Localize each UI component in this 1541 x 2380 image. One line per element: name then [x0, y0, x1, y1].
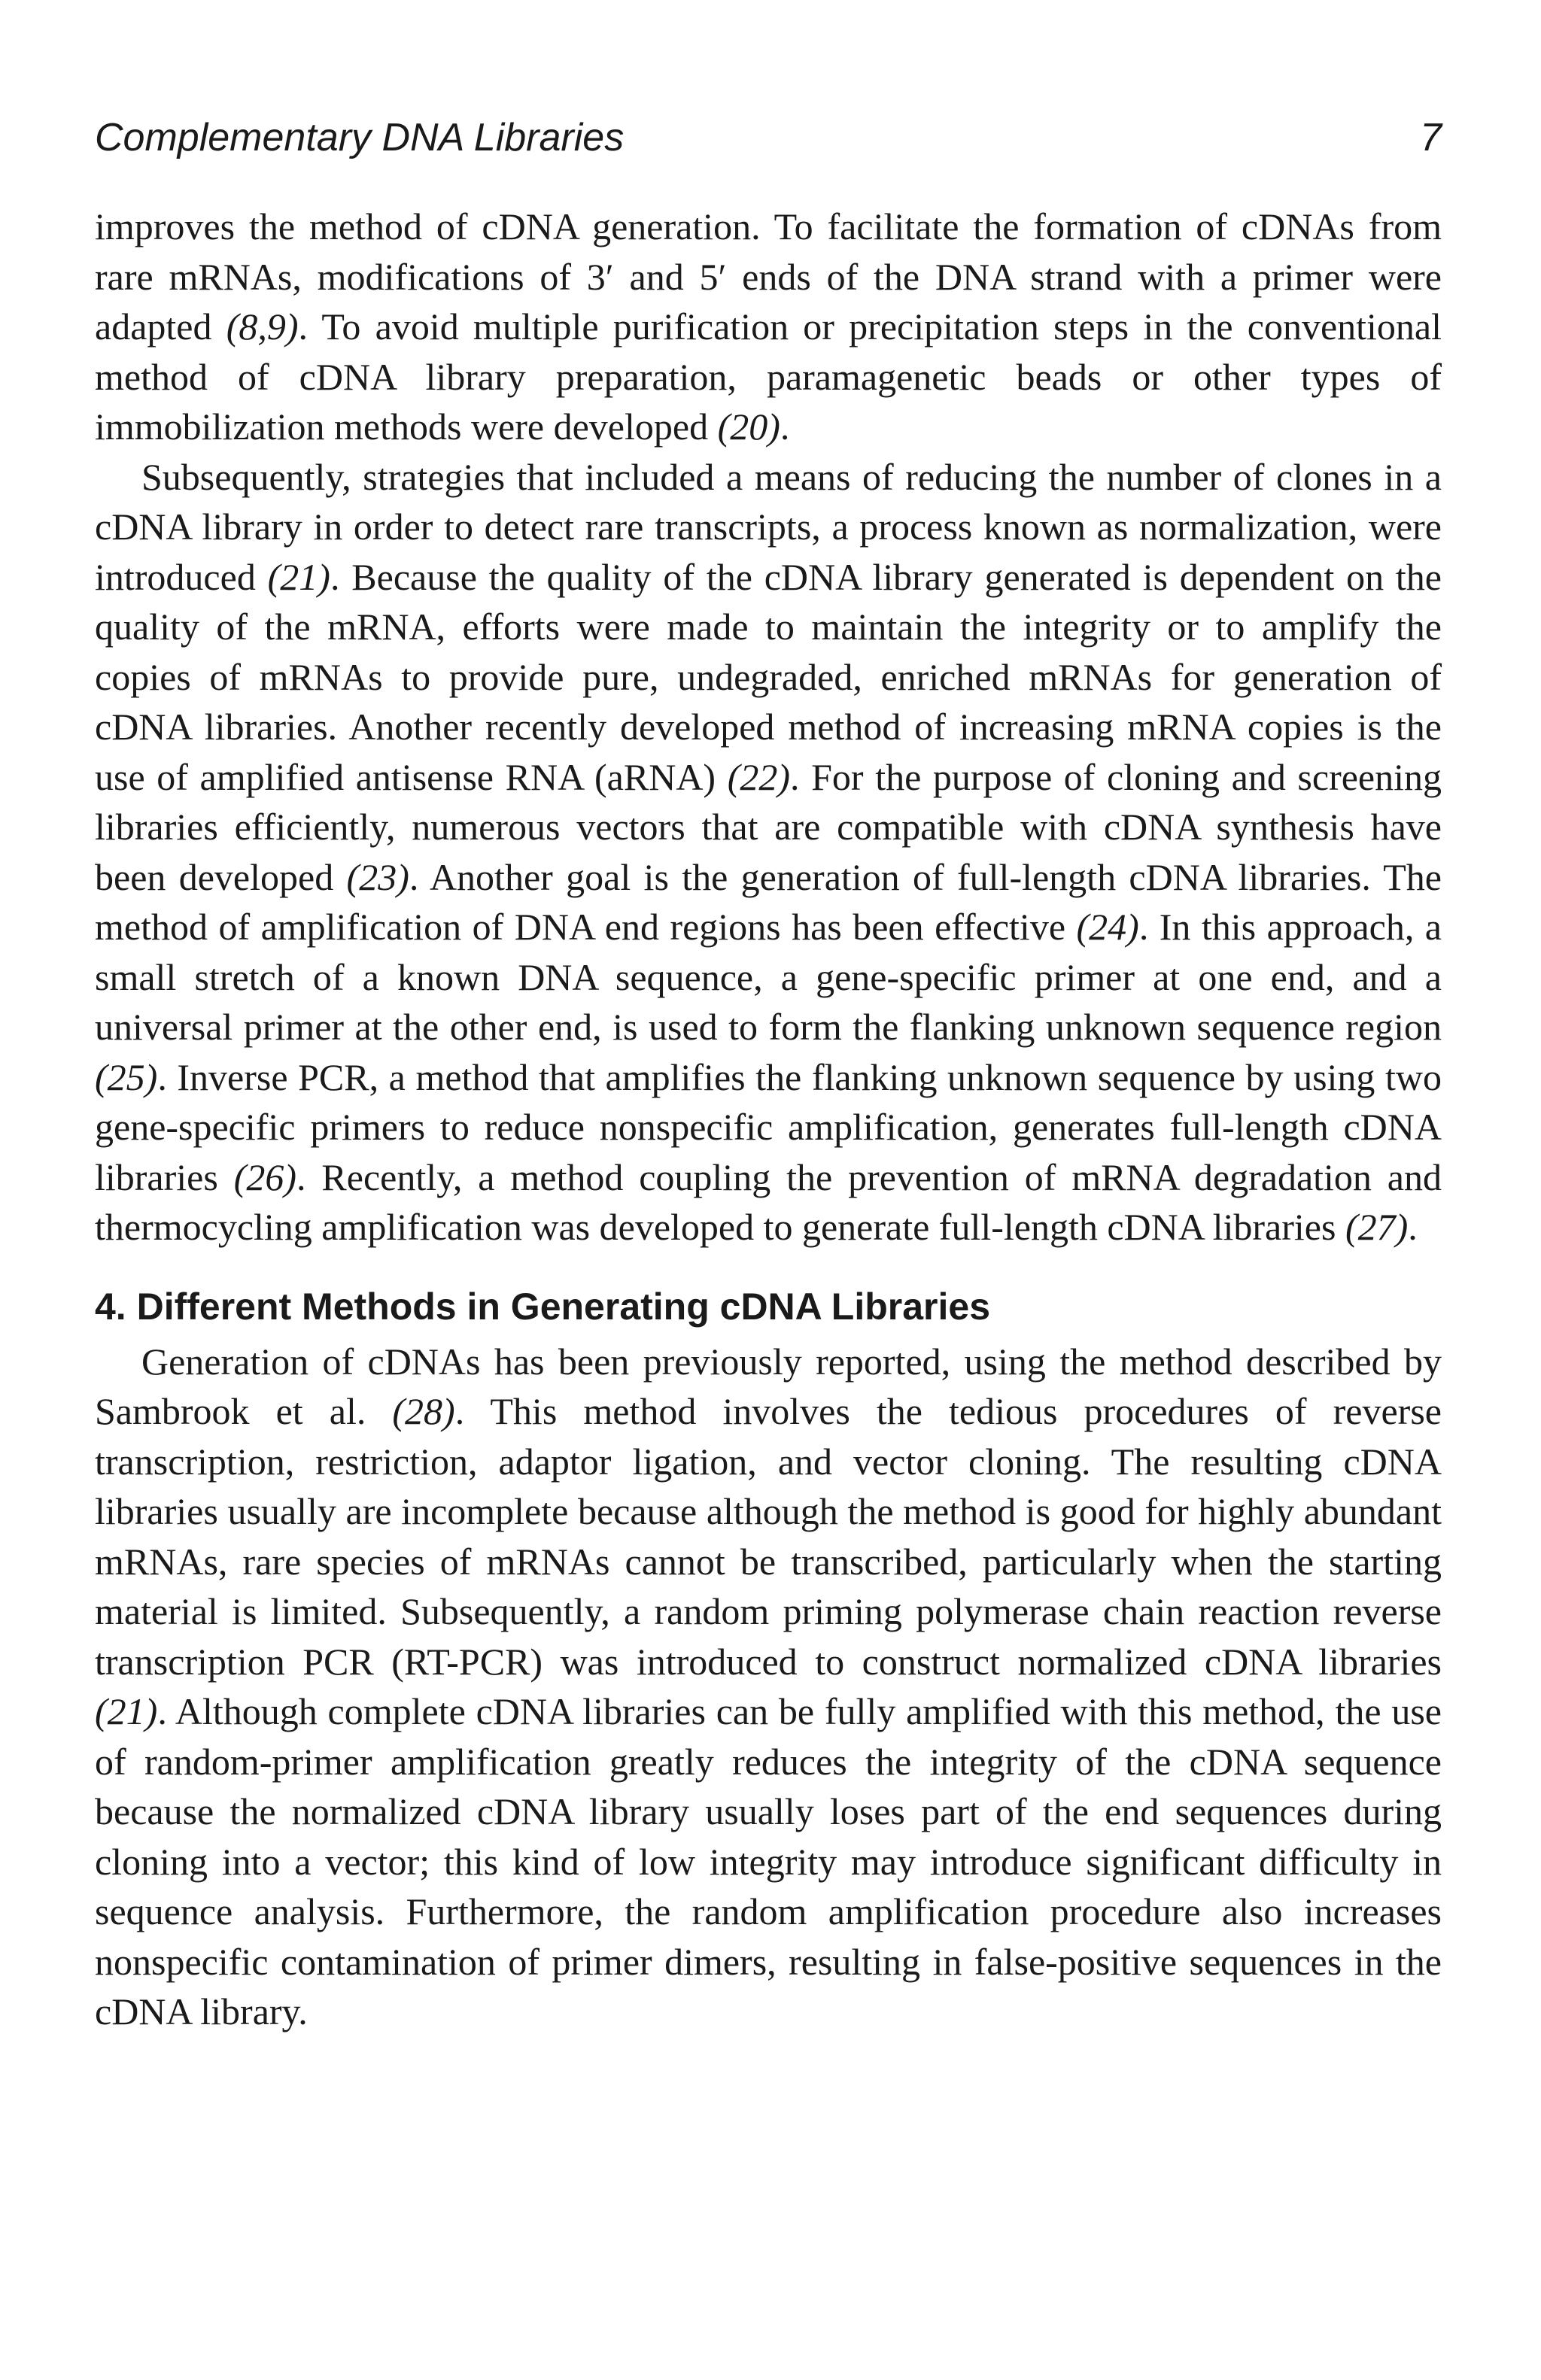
citation: (21) — [95, 1690, 158, 1732]
citation: (23) — [346, 855, 409, 898]
text-span: . To avoid multiple purification or precipitation steps in the conventional method of cDNA library preparation, paramagenetic beads or other types of immobilization methods were developed — [95, 305, 1442, 448]
text-span: . Although complete cDNA libraries can be fully amplified with this method, the use of random-primer amplification greatly reduces the integrity of the cDNA sequence because the normalized cDNA library usually loses part of the end sequences during cloning into a vector; this kind of low integrity may introduce significant difficulty in sequence analysis. Furthermore, the random amplification procedure also increases nonspecific contamination of primer dimers, resulting in false-positive sequences in the cDNA library. — [95, 1690, 1442, 2032]
citation: (20) — [717, 405, 780, 448]
text-span: . Because the quality of the cDNA library generated is dependent on the quality of the mRNA, efforts were made to maintain the integrity or to amplify the copies of mRNAs to provide pure, undegraded, enriched mRNAs for generation of cDNA libraries. Another recently developed method of increasing mRNA copies is the use of amplified antisense RNA (aRNA) — [95, 555, 1442, 798]
citation: (24) — [1076, 906, 1139, 948]
citation: (28) — [392, 1390, 455, 1432]
text-span: . Another goal is the generation of full-length cDNA libraries. The method of amplification of DNA end regions has been effective — [95, 855, 1442, 948]
text-span: Subsequently, strategies that included a means of reducing the number of clones in a cDNA library in order to detect rare transcripts, a process known as normalization, were introduced — [95, 455, 1442, 598]
text-span: improves the method of cDNA generation. To facilitate the formation of cDNAs from rare mRNAs, modifications of 3′ and 5′ ends of the DNA strand with a primer were adapted — [95, 205, 1442, 348]
running-title: Complementary DNA Libraries — [95, 116, 625, 159]
citation: (25) — [95, 1055, 158, 1098]
section-heading: 4. Different Methods in Generating cDNA Libraries — [95, 1285, 991, 1328]
paragraph-subsequently — [95, 452, 1442, 1252]
text-span: Generation of cDNAs has been previously reported, using the method described by Sambrook et al. — [95, 1340, 1442, 1432]
running-head — [95, 111, 1442, 164]
text-span: . — [780, 405, 790, 448]
citation: (26) — [233, 1155, 297, 1198]
text-span: . This method involves the tedious procedures of reverse transcription, restriction, adaptor ligation, and vector cloning. The resulting cDNA libraries usually are incomplete because although the method is good for highly abundant mRNAs, rare species of mRNAs cannot be transcribed, particularly when the starting material is limited. Subsequently, a random priming polymerase chain reaction reverse transcription PCR (RT-PCR) was introduced to construct normalized cDNA libraries — [95, 1390, 1442, 1683]
paragraph-continuation — [95, 202, 1442, 452]
text-span: . — [1408, 1206, 1418, 1248]
body-text — [95, 202, 1442, 2037]
text-span: . Recently, a method coupling the prevention of mRNA degradation and thermocycling amplification was developed to generate full-length cDNA libraries — [95, 1155, 1442, 1248]
paragraph-generation — [95, 1337, 1442, 2037]
text-span: . For the purpose of cloning and screening libraries efficiently, numerous vectors that are compatible with cDNA synthesis have been developed — [95, 755, 1442, 898]
citation: (21) — [267, 555, 330, 598]
citation: (22) — [727, 755, 791, 798]
text-span: . Inverse PCR, a method that amplifies the flanking unknown sequence by using two gene-specific primers to reduce nonspecific amplification, generates full-length cDNA libraries — [95, 1055, 1442, 1198]
citation: (8,9) — [226, 305, 299, 348]
citation: (27) — [1345, 1206, 1409, 1248]
page-number: 7 — [1420, 116, 1442, 159]
text-span: . In this approach, a small stretch of a known DNA sequence, a gene-specific primer at one end, and a universal primer at the other end, is used to form the flanking unknown sequence region — [95, 906, 1442, 1048]
